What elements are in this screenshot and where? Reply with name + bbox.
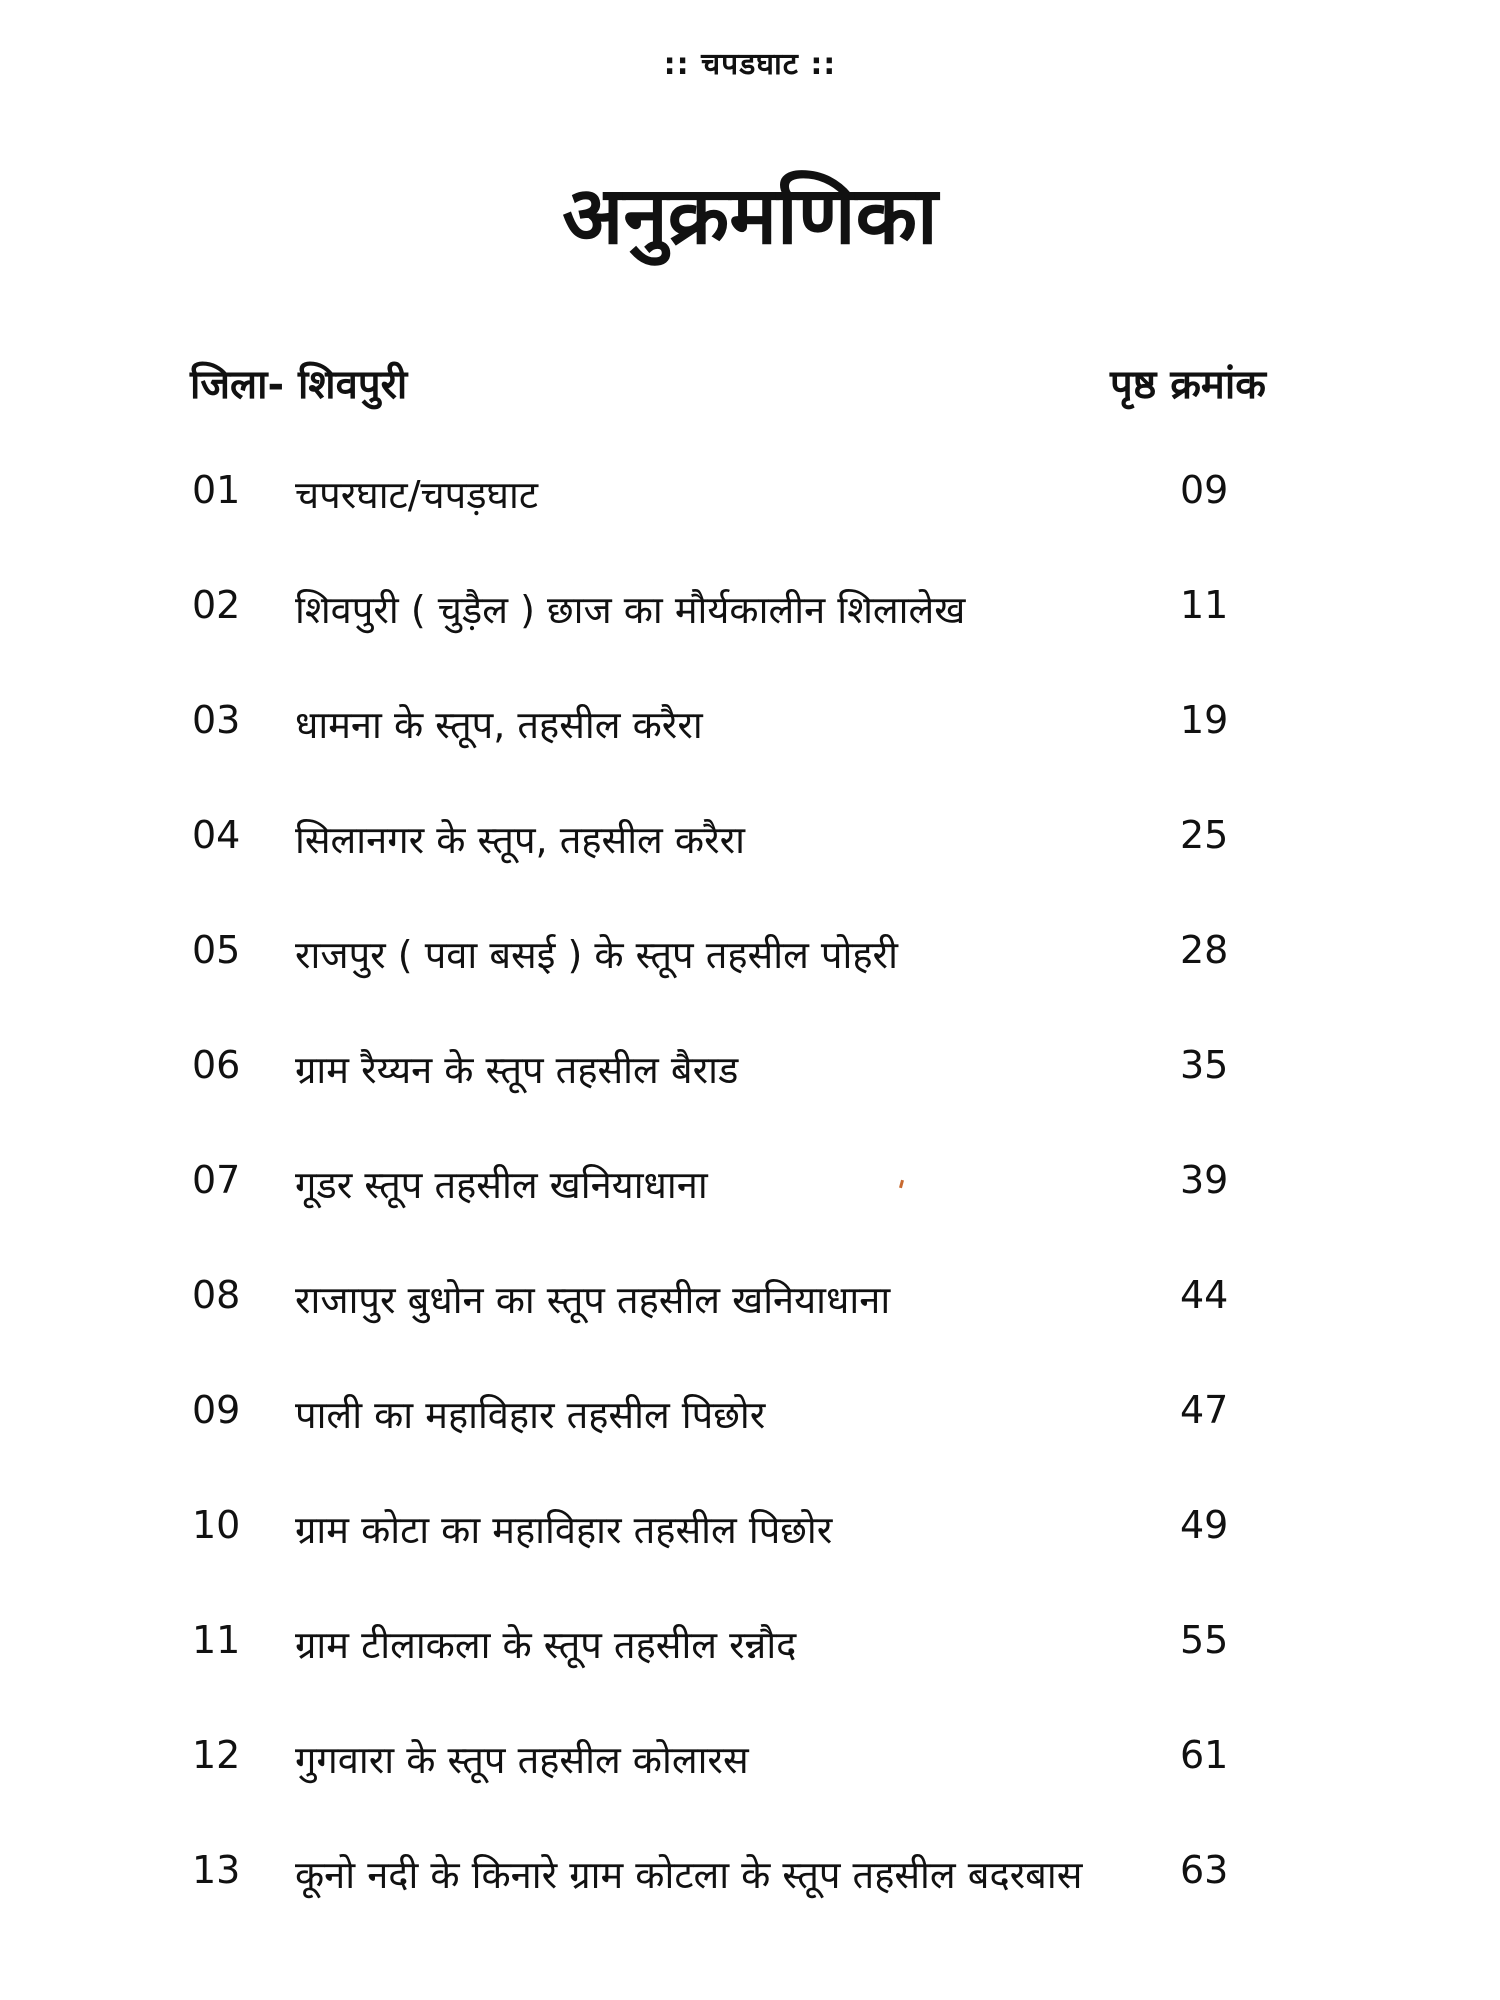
toc-entry <box>0 928 1500 1043</box>
toc-entry-number: 09 <box>192 1388 241 1432</box>
toc-entry-title: राजपुर ( पवा बसई ) के स्तूप तहसील पोहरी <box>295 933 898 977</box>
toc-entry <box>0 1158 1500 1273</box>
toc-entry-number: 02 <box>192 583 241 627</box>
toc-entry-title: राजापुर बुधोन का स्तूप तहसील खनियाधाना <box>295 1278 891 1322</box>
column-header-page-number: पृष्ठ क्रमांक <box>1110 362 1266 408</box>
toc-entry-page: 55 <box>1180 1618 1229 1662</box>
page-title: अनुक्रमणिका <box>562 169 938 262</box>
toc-entry-number: 13 <box>192 1848 241 1892</box>
toc-entry-page: 11 <box>1180 583 1229 627</box>
toc-entry-title: चपरघाट/चपड़घाट <box>295 473 539 517</box>
toc-entry-title: गुगवारा के स्तूप तहसील कोलारस <box>295 1738 749 1782</box>
toc-entry <box>0 583 1500 698</box>
toc-entry <box>0 813 1500 928</box>
toc-entry <box>0 1733 1500 1848</box>
toc-entry-number: 11 <box>192 1618 241 1662</box>
toc-entry-number: 05 <box>192 928 241 972</box>
toc-entry <box>0 1273 1500 1388</box>
toc-entry-title: शिवपुरी ( चुड़ैल ) छाज का मौर्यकालीन शिलालेख <box>295 588 966 632</box>
toc-entry-page: 49 <box>1180 1503 1229 1547</box>
toc-entry-title: गूडर स्तूप तहसील खनियाधाना <box>295 1163 708 1207</box>
toc-entry-number: 07 <box>192 1158 241 1202</box>
toc-entry-page: 35 <box>1180 1043 1229 1087</box>
toc-entry-title: धामना के स्तूप, तहसील करैरा <box>295 703 703 747</box>
toc-entry <box>0 1043 1500 1158</box>
toc-entry-page: 61 <box>1180 1733 1229 1777</box>
running-head: :: चपडघाट :: <box>663 47 837 82</box>
toc-entry <box>0 1388 1500 1503</box>
toc-entry <box>0 1848 1500 1963</box>
toc-entry-title: कूनो नदी के किनारे ग्राम कोटला के स्तूप तहसील बदरबास <box>295 1853 1083 1897</box>
toc-entry-number: 10 <box>192 1503 241 1547</box>
toc-entry-page: 28 <box>1180 928 1229 972</box>
toc-entry-title: ग्राम कोटा का महाविहार तहसील पिछोर <box>295 1508 833 1552</box>
toc-entry-page: 47 <box>1180 1388 1229 1432</box>
toc-entry-page: 19 <box>1180 698 1229 742</box>
toc-entry-title: ग्राम रैय्यन के स्तूप तहसील बैराड <box>295 1048 739 1092</box>
toc-entry-title: सिलानगर के स्तूप, तहसील करैरा <box>295 818 746 862</box>
toc-entry-page: 44 <box>1180 1273 1229 1317</box>
toc-entry-number: 04 <box>192 813 241 857</box>
toc-entry <box>0 1618 1500 1733</box>
toc-entry-page: 25 <box>1180 813 1229 857</box>
toc-entry-page: 09 <box>1180 468 1229 512</box>
toc-list <box>0 468 1500 1963</box>
toc-entry-page: 63 <box>1180 1848 1229 1892</box>
toc-entry-number: 03 <box>192 698 241 742</box>
toc-entry-number: 08 <box>192 1273 241 1317</box>
toc-entry-title: ग्राम टीलाकला के स्तूप तहसील रन्नौद <box>295 1623 797 1667</box>
toc-entry <box>0 468 1500 583</box>
toc-entry <box>0 698 1500 813</box>
toc-entry-number: 01 <box>192 468 241 512</box>
toc-entry-page: 39 <box>1180 1158 1229 1202</box>
toc-entry <box>0 1503 1500 1618</box>
toc-entry-number: 06 <box>192 1043 241 1087</box>
toc-entry-title: पाली का महाविहार तहसील पिछोर <box>295 1393 766 1437</box>
column-header-district: जिला- शिवपुरी <box>190 362 408 408</box>
toc-entry-number: 12 <box>192 1733 241 1777</box>
